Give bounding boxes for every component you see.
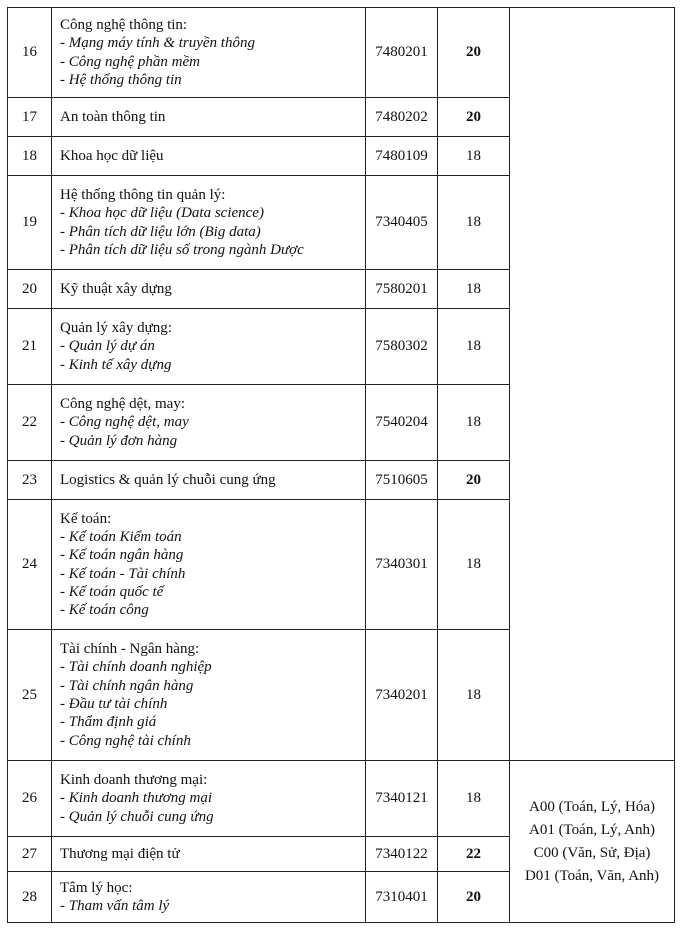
row-number: 24: [8, 500, 52, 630]
specialization-item: - Tham vấn tâm lý: [60, 898, 170, 914]
program-name-cell: [52, 137, 366, 176]
program-code: 7480109: [366, 137, 438, 176]
specialization-item: - Kinh tế xây dựng: [60, 356, 172, 373]
combination-cell-empty: [510, 8, 675, 761]
specialization-item: - Tài chính doanh nghiệp: [60, 659, 212, 676]
program-name: Công nghệ thông tin:: [60, 16, 188, 33]
cutoff-score: 18: [438, 385, 510, 461]
row-number: 27: [8, 837, 52, 872]
program-name: Thương mại điện tử: [60, 845, 180, 862]
combination-item: D01 (Toán, Văn, Anh): [524, 867, 660, 884]
cutoff-score: 20: [438, 872, 510, 923]
row-number: 22: [8, 385, 52, 461]
program-name: Kỹ thuật xây dựng: [60, 280, 172, 297]
program-name: Công nghệ dệt, may:: [60, 396, 185, 413]
program-name: Tâm lý học:: [60, 879, 133, 896]
combination-item: C00 (Văn, Sử, Địa): [533, 844, 651, 861]
specialization-item: - Công nghệ phần mềm: [60, 53, 200, 70]
program-code: 7340122: [366, 837, 438, 872]
row-number: 19: [8, 176, 52, 270]
program-name-cell: [52, 837, 366, 872]
program-code: 7580302: [366, 309, 438, 385]
specialization-item: - Kế toán - Tài chính: [60, 565, 186, 582]
row-number: 23: [8, 461, 52, 500]
cutoff-score: 20: [438, 98, 510, 137]
combination-item: A00 (Toán, Lý, Hóa): [529, 798, 655, 815]
admissions-table: [7, 7, 675, 923]
cutoff-score: 18: [438, 176, 510, 270]
specialization-list: [60, 789, 365, 826]
row-number: 18: [8, 137, 52, 176]
row-number: 17: [8, 98, 52, 137]
specialization-item: - Hệ thống thông tin: [60, 71, 182, 88]
cutoff-score: 18: [438, 630, 510, 761]
table-row: [8, 8, 675, 98]
program-name-cell: [52, 270, 366, 309]
specialization-list: [60, 34, 365, 89]
specialization-item: - Kế toán ngân hàng: [60, 547, 184, 564]
specialization-item: - Đầu tư tài chính: [60, 696, 168, 712]
cutoff-score: 18: [438, 309, 510, 385]
program-name: Tài chính - Ngân hàng:: [60, 641, 200, 658]
program-name-cell: [52, 8, 366, 98]
program-name-cell: [52, 98, 366, 137]
program-name: Kinh doanh thương mại:: [60, 772, 208, 789]
specialization-list: [60, 528, 365, 619]
program-name-cell: [52, 630, 366, 761]
combination-list: [510, 796, 674, 888]
specialization-item: - Kinh doanh thương mại: [60, 790, 213, 807]
program-name: Quản lý xây dựng:: [60, 320, 172, 337]
row-number: 25: [8, 630, 52, 761]
cutoff-score: 18: [438, 270, 510, 309]
program-code: 7340301: [366, 500, 438, 630]
specialization-item: - Khoa học dữ liệu (Data science): [60, 205, 264, 222]
specialization-item: - Kế toán quốc tế: [60, 583, 164, 600]
program-name: Logistics & quản lý chuỗi cung ứng: [60, 471, 276, 488]
specialization-list: [60, 897, 365, 915]
cutoff-score: 20: [438, 8, 510, 98]
specialization-item: - Mạng máy tính & truyền thông: [60, 35, 255, 52]
cutoff-score: 18: [438, 761, 510, 837]
specialization-list: [60, 413, 365, 450]
specialization-item: - Phân tích dữ liệu số trong ngành Dược: [60, 241, 304, 258]
cutoff-score: 18: [438, 137, 510, 176]
program-code: 7480201: [366, 8, 438, 98]
row-number: 21: [8, 309, 52, 385]
cutoff-score: 22: [438, 837, 510, 872]
program-name: Hệ thống thông tin quản lý:: [60, 186, 226, 203]
program-code: 7340121: [366, 761, 438, 837]
specialization-list: [60, 337, 365, 374]
specialization-item: - Kế toán Kiểm toán: [60, 528, 182, 545]
program-code: 7510605: [366, 461, 438, 500]
program-code: 7340405: [366, 176, 438, 270]
specialization-item: - Phân tích dữ liệu lớn (Big data): [60, 223, 261, 240]
specialization-item: - Tài chính ngân hàng: [60, 677, 194, 694]
program-name-cell: [52, 761, 366, 837]
program-code: 7580201: [366, 270, 438, 309]
specialization-item: - Công nghệ tài chính: [60, 732, 191, 749]
row-number: 20: [8, 270, 52, 309]
program-name-cell: [52, 309, 366, 385]
program-name: Kế toán:: [60, 510, 112, 527]
cutoff-score: 18: [438, 500, 510, 630]
specialization-item: - Kế toán công: [60, 602, 149, 619]
program-name-cell: [52, 176, 366, 270]
row-number: 28: [8, 872, 52, 923]
program-code: 7340201: [366, 630, 438, 761]
specialization-list: [60, 658, 365, 749]
program-name-cell: [52, 385, 366, 461]
specialization-item: - Quản lý dự án: [60, 338, 155, 355]
combination-item: A01 (Toán, Lý, Anh): [528, 821, 655, 838]
table-body: [8, 8, 675, 923]
program-code: 7480202: [366, 98, 438, 137]
specialization-list: [60, 204, 365, 259]
program-code: 7310401: [366, 872, 438, 923]
cutoff-score: 20: [438, 461, 510, 500]
row-number: 26: [8, 761, 52, 837]
row-number: 16: [8, 8, 52, 98]
table-row: [8, 761, 675, 837]
specialization-item: - Thẩm định giá: [60, 714, 157, 731]
program-name-cell: [52, 500, 366, 630]
program-name: Khoa học dữ liệu: [60, 147, 164, 164]
program-name-cell: [52, 872, 366, 923]
specialization-item: - Quản lý đơn hàng: [60, 432, 178, 449]
program-name: An toàn thông tin: [60, 108, 166, 125]
program-name-cell: [52, 461, 366, 500]
subject-combinations: [510, 761, 675, 923]
specialization-item: - Quản lý chuỗi cung ứng: [60, 808, 214, 825]
program-code: 7540204: [366, 385, 438, 461]
specialization-item: - Công nghệ dệt, may: [60, 414, 189, 431]
